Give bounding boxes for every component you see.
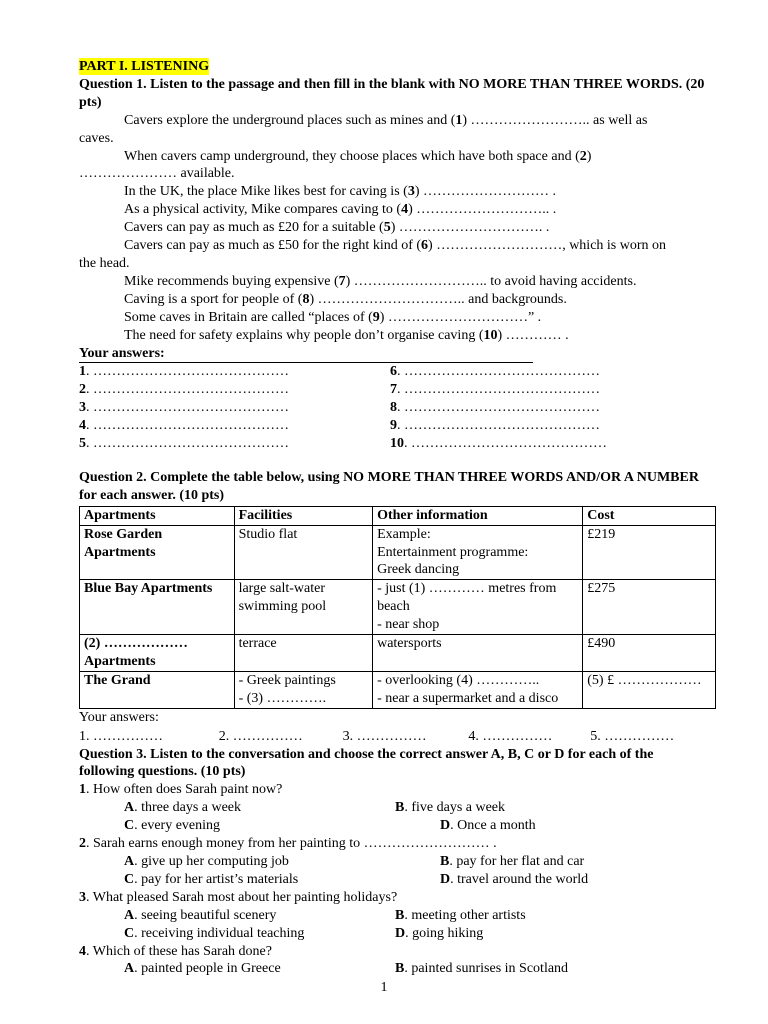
page-number: 1 xyxy=(380,980,388,995)
apartment-name-line: Blue Bay Apartments xyxy=(84,581,213,597)
mc-question-text: . Which of these has Sarah done? xyxy=(86,943,272,959)
answer-row xyxy=(79,417,710,435)
facilities-line: Studio flat xyxy=(238,526,298,542)
q1-line-continuation: caves. xyxy=(79,130,114,146)
q1-line-text: Some caves in Britain are called “places of ( xyxy=(124,309,373,325)
q1-line xyxy=(79,327,710,345)
mc-option-text: . Once a month xyxy=(450,818,536,834)
q1-line-text: Mike recommends buying expensive ( xyxy=(124,273,339,289)
q1-line-text: Cavers can pay as much as £20 for a suitable ( xyxy=(124,220,384,236)
apartment-cell xyxy=(80,580,235,635)
mc-option-text: . meeting other artists xyxy=(404,907,526,923)
mc-question-text: . Sarah earns enough money from her painting to ……………………… . xyxy=(86,836,497,852)
mc-question-number: 1 xyxy=(79,782,86,798)
q1-blank-number: 3 xyxy=(407,184,415,200)
worksheet-content xyxy=(79,58,710,978)
q1-line-text: The need for safety explains why people don’t organise caving ( xyxy=(124,327,484,343)
facilities-line: terrace xyxy=(238,636,277,652)
q2-answer-blank: 1. …………… xyxy=(79,728,163,744)
mc-option-text: . travel around the world xyxy=(450,871,589,887)
facilities-line: large salt-water xyxy=(238,581,325,597)
answer-number: 6 xyxy=(390,364,397,380)
mc-option-text: . going hiking xyxy=(405,925,484,941)
mc-option xyxy=(124,925,395,943)
mc-option-letter: B xyxy=(395,961,405,977)
mc-option-row xyxy=(79,853,710,871)
q2-answer-blank: 2. …………… xyxy=(218,728,303,744)
q1-line xyxy=(79,219,710,237)
answer-blank: . …………………………………… xyxy=(86,436,289,452)
q1-blank-number: 4 xyxy=(401,202,409,218)
q1-line-blank: ) …………………….. as well as xyxy=(462,112,648,128)
answer-cell xyxy=(79,417,390,435)
mc-option xyxy=(124,871,440,889)
q1-blank-number: 5 xyxy=(383,220,391,236)
mc-option-text: . receiving individual teaching xyxy=(134,925,305,941)
answer-blank: . …………………………………… xyxy=(397,364,600,380)
q1-line-blank: ) …………………………. . xyxy=(390,220,550,236)
q1-blank-number: 8 xyxy=(302,291,310,307)
other-info-cell xyxy=(373,635,583,672)
q1-answers-label: Your answers: xyxy=(79,345,533,364)
mc-option-row xyxy=(79,817,710,835)
facilities-cell xyxy=(234,671,373,708)
q1-lines xyxy=(79,112,710,345)
mc-option-letter: D xyxy=(395,925,406,941)
mc-option xyxy=(124,907,395,925)
mc-option-letter: B xyxy=(440,853,450,869)
answer-cell xyxy=(390,363,600,381)
mc-question xyxy=(79,781,710,799)
cost-cell: £490 xyxy=(583,635,716,672)
other-info-cell xyxy=(373,671,583,708)
cost-cell: £219 xyxy=(583,525,716,580)
q1-line xyxy=(79,201,710,219)
facilities-cell xyxy=(234,635,373,672)
mc-option-letter: C xyxy=(124,871,135,887)
q1-blank-number: 9 xyxy=(372,309,380,325)
q1-line xyxy=(79,148,710,166)
mc-option-letter: A xyxy=(124,853,135,869)
mc-option xyxy=(440,853,584,871)
answer-blank: . …………………………………… xyxy=(397,418,600,434)
q1-line-blank: ) ……………………….. to avoid having accidents. xyxy=(345,273,637,289)
facilities-cell xyxy=(234,580,373,635)
q1-line-text: Cavers can pay as much as £50 for the right kind of ( xyxy=(124,238,422,254)
answer-cell xyxy=(79,435,390,453)
answer-blank: . …………………………………… xyxy=(86,400,289,416)
q1-blank-number: 6 xyxy=(421,238,429,254)
mc-option xyxy=(395,799,505,817)
mc-option xyxy=(440,817,536,835)
other-info-line: Example: xyxy=(377,526,431,542)
q1-line-blank: ) ……………………… . xyxy=(414,184,556,200)
other-info-line: - near shop xyxy=(377,617,440,633)
apartment-name-line: Rose Garden xyxy=(84,526,163,542)
mc-option xyxy=(124,799,395,817)
q1-line xyxy=(79,112,710,130)
answer-cell xyxy=(79,399,390,417)
q1-line-blank: ) ………………………, which is worn on xyxy=(428,238,667,254)
apartment-cell xyxy=(80,635,235,672)
q1-blank-number: 1 xyxy=(455,112,463,128)
answer-row xyxy=(79,381,710,399)
answer-blank: . …………………………………… xyxy=(397,382,600,398)
q1-blank-number: 2 xyxy=(579,148,587,164)
other-info-line: beach xyxy=(377,599,410,615)
table-body xyxy=(80,525,716,708)
q2-answer-blank: 4. …………… xyxy=(468,728,553,744)
mc-option-row xyxy=(79,871,710,889)
mc-question xyxy=(79,889,710,907)
q1-line-blank: ) xyxy=(586,148,592,164)
q1-blank-number: 10 xyxy=(483,327,498,343)
apartment-cell xyxy=(80,525,235,580)
q1-line-text: Cavers explore the underground places such as mines and ( xyxy=(124,112,456,128)
mc-option-text: . pay for her flat and car xyxy=(449,853,585,869)
answer-cell xyxy=(390,399,600,417)
other-info-line: Entertainment programme: xyxy=(377,544,529,560)
q2-answer-blank: 5. …………… xyxy=(590,728,675,744)
q2-answers xyxy=(79,728,710,746)
answer-blank: . …………………………………… xyxy=(86,418,289,434)
other-info-cell xyxy=(373,580,583,635)
answer-number: 5 xyxy=(79,436,86,452)
q1-line-continuation: the head. xyxy=(79,255,130,271)
part-title: PART I. LISTENING xyxy=(79,59,210,74)
answer-row xyxy=(79,399,710,417)
mc-option-text: . five days a week xyxy=(404,800,506,816)
answer-blank: . …………………………………… xyxy=(404,436,607,452)
answer-number: 8 xyxy=(390,400,397,416)
q1-line-text: When cavers camp underground, they choose places which have both space and ( xyxy=(124,148,580,164)
q1-line-blank: ) …………………………” . xyxy=(379,309,542,325)
table-row xyxy=(80,525,716,580)
mc-question-text: . How often does Sarah paint now? xyxy=(86,782,283,798)
answer-cell xyxy=(390,417,600,435)
mc-option-letter: C xyxy=(124,818,135,834)
q1-line xyxy=(79,291,710,309)
answer-number: 9 xyxy=(390,418,397,434)
answer-number: 2 xyxy=(79,382,86,398)
other-info-line: - just (1) ………… metres from xyxy=(377,581,557,597)
mc-question-number: 2 xyxy=(79,836,86,852)
other-info-line: watersports xyxy=(377,636,442,652)
facilities-line: swimming pool xyxy=(238,599,327,615)
apartment-name-line: Apartments xyxy=(84,654,156,669)
mc-option-row xyxy=(79,799,710,817)
mc-option-letter: B xyxy=(395,800,405,816)
table-header-cell: Cost xyxy=(583,506,716,525)
answer-cell xyxy=(390,435,607,453)
q1-line-continuation: ………………… available. xyxy=(79,166,235,182)
mc-option-text: . painted people in Greece xyxy=(134,961,281,977)
q1-answers xyxy=(79,363,710,453)
mc-option-letter: B xyxy=(395,907,405,923)
answer-number: 3 xyxy=(79,400,86,416)
mc-option-letter: A xyxy=(124,907,135,923)
other-info-line: - overlooking (4) ………….. xyxy=(377,672,540,688)
mc-option-text: . give up her computing job xyxy=(134,853,289,869)
mc-option xyxy=(440,871,588,889)
table-header-cell: Facilities xyxy=(234,506,373,525)
mc-question xyxy=(79,943,710,961)
table-header-row xyxy=(80,506,716,525)
mc-question xyxy=(79,835,710,853)
cost-cell: £275 xyxy=(583,580,716,635)
q1-line xyxy=(79,309,710,327)
mc-option-text: . three days a week xyxy=(134,800,242,816)
mc-option xyxy=(124,853,440,871)
q1-line xyxy=(79,183,710,201)
q1-heading: Question 1. Listen to the passage and then fill in the blank with NO MORE THAN THREE WORDS. (20 pts) xyxy=(79,76,705,110)
q1-line-blank: ) ……………………….. . xyxy=(408,202,557,218)
mc-option-row xyxy=(79,960,710,978)
q1-line-text: Caving is a sport for people of ( xyxy=(124,291,303,307)
answer-cell xyxy=(79,363,390,381)
facilities-line: - (3) …………. xyxy=(238,690,327,706)
q1-line xyxy=(79,273,710,291)
q3-questions xyxy=(79,781,710,978)
mc-question-text: . What pleased Sarah most about her painting holidays? xyxy=(86,889,398,905)
table-header-cell: Other information xyxy=(373,506,583,525)
mc-option xyxy=(124,817,440,835)
mc-option-text: . every evening xyxy=(134,818,221,834)
mc-option-text: . painted sunrises in Scotland xyxy=(404,961,569,977)
answer-blank: . …………………………………… xyxy=(397,400,600,416)
mc-option xyxy=(395,907,526,925)
mc-option-text: . pay for her artist’s materials xyxy=(134,871,299,887)
mc-option-letter: C xyxy=(124,925,135,941)
answer-number: 10 xyxy=(390,436,404,452)
q3-heading: Question 3. Listen to the conversation and choose the correct answer A, B, C or D for each of the following questions. (10 pts) xyxy=(79,746,654,780)
answer-blank: . …………………………………… xyxy=(86,364,289,380)
apartments-table xyxy=(79,506,716,709)
other-info-line: Greek dancing xyxy=(377,562,460,578)
mc-option-letter: D xyxy=(440,871,451,887)
other-info-cell xyxy=(373,525,583,580)
table-row xyxy=(80,671,716,708)
mc-option xyxy=(395,925,483,943)
apartment-name-line: (2) ……………… xyxy=(84,636,188,652)
table-header-cell: Apartments xyxy=(80,506,235,525)
q1-line xyxy=(79,237,710,255)
q1-line-blank: ) ………………………….. and backgrounds. xyxy=(309,291,567,307)
facilities-cell xyxy=(234,525,373,580)
mc-option-text: . seeing beautiful scenery xyxy=(134,907,277,923)
mc-option-row xyxy=(79,925,710,943)
q1-blank-number: 7 xyxy=(338,273,346,289)
answer-row xyxy=(79,363,710,381)
mc-option-letter: D xyxy=(440,818,451,834)
mc-question-number: 4 xyxy=(79,943,86,959)
answer-number: 1 xyxy=(79,364,86,380)
mc-option-letter: A xyxy=(124,800,135,816)
answer-number: 4 xyxy=(79,418,86,434)
q2-answer-blank: 3. …………… xyxy=(342,728,427,744)
q2-answers-label: Your answers: xyxy=(79,709,159,725)
answer-blank: . …………………………………… xyxy=(86,382,289,398)
cost-cell: (5) £ ……………… xyxy=(583,671,716,708)
q1-line-text: As a physical activity, Mike compares caving to ( xyxy=(124,202,402,218)
q2-heading: Question 2. Complete the table below, using NO MORE THAN THREE WORDS AND/OR A NUMBER for each answer. (10 pts) xyxy=(79,469,699,503)
answer-cell xyxy=(390,381,600,399)
mc-option-letter: A xyxy=(124,961,135,977)
answer-cell xyxy=(79,381,390,399)
table-row xyxy=(80,635,716,672)
mc-question-number: 3 xyxy=(79,889,86,905)
other-info-line: - near a supermarket and a disco xyxy=(377,690,559,706)
mc-option xyxy=(395,960,568,978)
mc-option xyxy=(124,960,395,978)
answer-number: 7 xyxy=(390,382,397,398)
answer-row xyxy=(79,435,710,453)
q1-line-text: In the UK, the place Mike likes best for caving is ( xyxy=(124,184,408,200)
facilities-line: - Greek paintings xyxy=(238,672,336,688)
apartment-cell xyxy=(80,671,235,708)
table-row xyxy=(80,580,716,635)
q1-line-blank: ) ………… . xyxy=(497,327,569,343)
apartment-name-line: The Grand xyxy=(84,672,151,688)
apartment-name-line: Apartments xyxy=(84,544,156,560)
mc-option-row xyxy=(79,907,710,925)
